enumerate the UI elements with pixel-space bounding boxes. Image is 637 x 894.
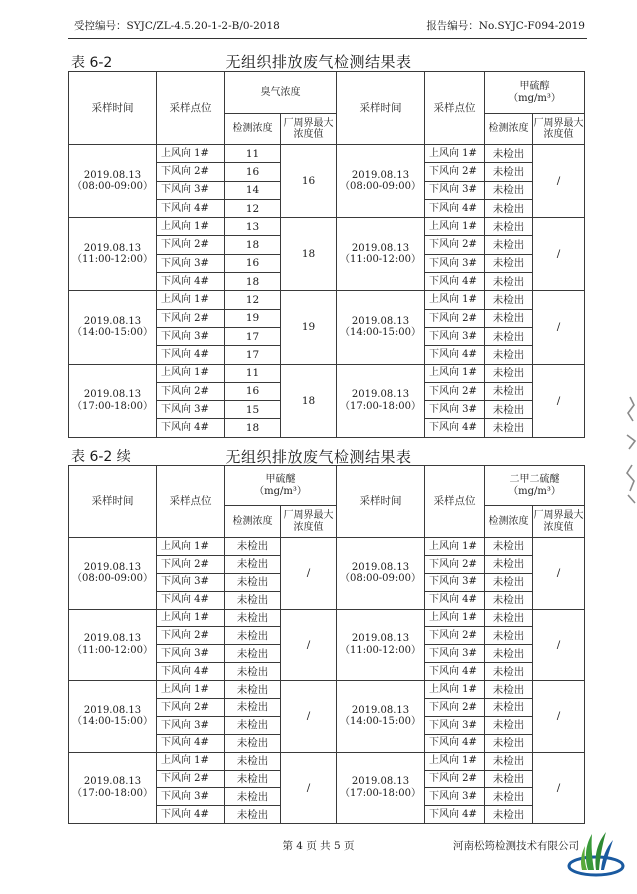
sampling-time-cell: [69, 681, 157, 753]
sampling-point: 下风向 2#: [157, 163, 225, 181]
right-concentration-value: 未检出: [485, 806, 533, 824]
sampling-time-cell: [337, 752, 425, 824]
right-parameter-header: [485, 466, 585, 506]
right-concentration-value: 未检出: [485, 163, 533, 181]
sampling-point: 上风向 1#: [157, 145, 225, 163]
sampling-period: （14:00-15:00）: [71, 327, 153, 339]
left-concentration-value: 18: [225, 236, 281, 254]
sampling-point: 下风向 3#: [157, 573, 225, 591]
sampling-point: 下风向 2#: [157, 309, 225, 327]
left-concentration-value: 未检出: [225, 806, 281, 824]
table-row: [69, 364, 585, 382]
sampling-point: 上风向 1#: [425, 145, 485, 163]
sampling-time-cell: [69, 609, 157, 681]
sampling-point: 下风向 4#: [157, 419, 225, 437]
sampling-point: 下风向 3#: [157, 788, 225, 806]
right-concentration-value: 未检出: [485, 752, 533, 770]
left-concentration-value: 未检出: [225, 699, 281, 717]
left-concentration-value: 未检出: [225, 716, 281, 734]
left-boundary-max-value: /: [281, 681, 337, 753]
binding-mark-icon: [624, 395, 637, 505]
left-concentration-value: 未检出: [225, 770, 281, 788]
report-number: 报告编号：No.SYJC-F094-2019: [426, 20, 585, 32]
table-row: [69, 752, 585, 770]
sampling-point: 下风向 3#: [425, 401, 485, 419]
right-boundary-max-value: /: [533, 218, 585, 291]
left-concentration-value: 未检出: [225, 645, 281, 663]
left-concentration-value: 未检出: [225, 734, 281, 752]
sampling-time-cell: [69, 218, 157, 291]
right-concentration-value: 未检出: [485, 645, 533, 663]
sampling-point: 下风向 3#: [425, 573, 485, 591]
left-boundary-max-value: /: [281, 609, 337, 681]
sampling-point: 下风向 4#: [157, 273, 225, 291]
result-table-1: [68, 71, 585, 438]
sampling-point: 下风向 4#: [157, 806, 225, 824]
sampling-period: （08:00-09:00）: [339, 181, 421, 193]
right-concentration-value: 未检出: [485, 555, 533, 573]
right-concentration-value: 未检出: [485, 346, 533, 364]
header-divider: [68, 38, 587, 39]
right-concentration-value: 未检出: [485, 236, 533, 254]
left-concentration-value: 17: [225, 327, 281, 345]
left-concentration-value: 18: [225, 419, 281, 437]
right-concentration-value: 未检出: [485, 770, 533, 788]
sampling-period: （14:00-15:00）: [339, 327, 421, 339]
sampling-date: 2019.08.13: [351, 169, 410, 181]
sampling-point: 下风向 3#: [157, 716, 225, 734]
sampling-point: 下风向 3#: [157, 327, 225, 345]
sampling-point: 下风向 2#: [425, 163, 485, 181]
left-boundary-max-value: /: [281, 538, 337, 610]
table-row: [69, 681, 585, 699]
sampling-point: 上风向 1#: [157, 752, 225, 770]
sampling-point: 下风向 2#: [425, 236, 485, 254]
right-concentration-value: 未检出: [485, 218, 533, 236]
right-concentration-value: 未检出: [485, 573, 533, 591]
sampling-time-cell: [69, 364, 157, 437]
right-parameter-header: [485, 72, 585, 114]
sampling-date: 2019.08.13: [351, 315, 410, 327]
left-concentration-value: 17: [225, 346, 281, 364]
left-concentration-value: 15: [225, 401, 281, 419]
sampling-point: 下风向 2#: [157, 699, 225, 717]
sampling-point: 下风向 3#: [425, 788, 485, 806]
table-row: [69, 291, 585, 309]
sampling-point: 下风向 4#: [157, 734, 225, 752]
sampling-time-cell: [337, 145, 425, 218]
column-header-time: 采样时间: [337, 72, 425, 145]
right-concentration-value: 未检出: [485, 699, 533, 717]
company-logo-icon: [566, 826, 626, 882]
sampling-point: 下风向 4#: [157, 663, 225, 681]
sampling-point: 下风向 3#: [157, 645, 225, 663]
left-parameter-name: 甲硫醚: [265, 474, 296, 485]
sampling-point: 上风向 1#: [425, 609, 485, 627]
sub-header-concentration: 检测浓度: [485, 506, 533, 538]
sampling-point: 下风向 2#: [157, 382, 225, 400]
sampling-point: 下风向 2#: [425, 627, 485, 645]
sampling-point: 上风向 1#: [157, 609, 225, 627]
right-concentration-value: 未检出: [485, 145, 533, 163]
sampling-point: 下风向 2#: [157, 236, 225, 254]
company-name: 河南松筠检测技术有限公司: [453, 840, 579, 852]
right-concentration-value: 未检出: [485, 382, 533, 400]
sub-header-concentration: 检测浓度: [485, 114, 533, 145]
sampling-time-cell: [69, 291, 157, 364]
sampling-date: 2019.08.13: [351, 704, 410, 716]
sampling-time-cell: [337, 538, 425, 610]
sub-header-boundary-max: 厂周界最大浓度值: [533, 114, 585, 145]
sampling-period: （17:00-18:00）: [339, 787, 421, 799]
sampling-point: 下风向 2#: [425, 699, 485, 717]
sampling-point: 上风向 1#: [157, 681, 225, 699]
right-concentration-value: 未检出: [485, 199, 533, 217]
left-boundary-max-value: /: [281, 752, 337, 824]
sampling-period: （11:00-12:00）: [71, 644, 153, 656]
sampling-time-cell: [337, 609, 425, 681]
right-concentration-value: 未检出: [485, 788, 533, 806]
sampling-point: 下风向 2#: [157, 770, 225, 788]
sampling-date: 2019.08.13: [83, 776, 142, 788]
sampling-point: 下风向 4#: [157, 591, 225, 609]
left-boundary-max-value: 16: [281, 145, 337, 218]
right-concentration-value: 未检出: [485, 538, 533, 556]
right-parameter-unit: （mg/m³）: [508, 485, 561, 497]
sampling-point: 下风向 2#: [425, 382, 485, 400]
left-concentration-value: 12: [225, 291, 281, 309]
column-header-time: 采样时间: [337, 466, 425, 538]
table-row: [69, 609, 585, 627]
right-concentration-value: 未检出: [485, 663, 533, 681]
sampling-point: 上风向 1#: [425, 752, 485, 770]
right-concentration-value: 未检出: [485, 609, 533, 627]
left-concentration-value: 13: [225, 218, 281, 236]
right-concentration-value: 未检出: [485, 591, 533, 609]
right-concentration-value: 未检出: [485, 273, 533, 291]
right-boundary-max-value: /: [533, 364, 585, 437]
right-boundary-max-value: /: [533, 291, 585, 364]
column-header-point: 采样点位: [157, 466, 225, 538]
right-boundary-max-value: /: [533, 538, 585, 610]
sampling-time-cell: [69, 538, 157, 610]
sampling-period: （08:00-09:00）: [71, 181, 153, 193]
right-boundary-max-value: /: [533, 752, 585, 824]
right-parameter-name: 甲硫醇: [519, 81, 550, 92]
sampling-date: 2019.08.13: [83, 315, 142, 327]
right-parameter-unit: （mg/m³）: [508, 92, 561, 104]
sampling-date: 2019.08.13: [83, 242, 142, 254]
sampling-point: 下风向 3#: [157, 254, 225, 272]
table1-label: 表 6-2: [71, 55, 113, 71]
sampling-date: 2019.08.13: [83, 704, 142, 716]
sub-header-boundary-max: 厂周界最大浓度值: [281, 114, 337, 145]
left-concentration-value: 未检出: [225, 609, 281, 627]
sampling-point: 下风向 3#: [157, 401, 225, 419]
sampling-point: 下风向 4#: [157, 199, 225, 217]
sampling-point: 上风向 1#: [157, 538, 225, 556]
sampling-date: 2019.08.13: [83, 169, 142, 181]
sampling-point: 上风向 1#: [425, 364, 485, 382]
right-concentration-value: 未检出: [485, 401, 533, 419]
sampling-period: （17:00-18:00）: [71, 400, 153, 412]
column-header-point: 采样点位: [425, 72, 485, 145]
sampling-time-cell: [337, 681, 425, 753]
left-concentration-value: 未检出: [225, 627, 281, 645]
left-concentration-value: 11: [225, 145, 281, 163]
right-concentration-value: 未检出: [485, 419, 533, 437]
sampling-point: 上风向 1#: [425, 291, 485, 309]
sampling-point: 下风向 3#: [425, 645, 485, 663]
table-row: [69, 538, 585, 556]
sampling-point: 下风向 4#: [425, 273, 485, 291]
sampling-point: 下风向 3#: [425, 181, 485, 199]
left-concentration-value: 未检出: [225, 555, 281, 573]
sampling-time-cell: [337, 291, 425, 364]
left-concentration-value: 16: [225, 254, 281, 272]
sampling-date: 2019.08.13: [83, 561, 142, 573]
left-boundary-max-value: 18: [281, 364, 337, 437]
sampling-point: 下风向 4#: [425, 663, 485, 681]
sampling-period: （14:00-15:00）: [71, 716, 153, 728]
sampling-period: （08:00-09:00）: [71, 573, 153, 585]
sampling-point: 下风向 2#: [425, 309, 485, 327]
table2-title: 无组织排放废气检测结果表: [225, 448, 412, 466]
sampling-point: 上风向 1#: [157, 218, 225, 236]
sampling-date: 2019.08.13: [351, 389, 410, 401]
sampling-time-cell: [337, 364, 425, 437]
left-concentration-value: 16: [225, 163, 281, 181]
sampling-point: 下风向 4#: [157, 346, 225, 364]
table-row: [69, 145, 585, 163]
left-concentration-value: 19: [225, 309, 281, 327]
right-concentration-value: 未检出: [485, 309, 533, 327]
left-concentration-value: 未检出: [225, 752, 281, 770]
table1-title: 无组织排放废气检测结果表: [225, 53, 412, 71]
right-boundary-max-value: /: [533, 609, 585, 681]
sampling-point: 下风向 2#: [425, 555, 485, 573]
right-boundary-max-value: /: [533, 681, 585, 753]
sampling-point: 下风向 4#: [425, 734, 485, 752]
sampling-point: 上风向 1#: [157, 364, 225, 382]
sampling-period: （11:00-12:00）: [339, 254, 421, 266]
left-concentration-value: 未检出: [225, 663, 281, 681]
sampling-time-cell: [69, 145, 157, 218]
sampling-date: 2019.08.13: [83, 389, 142, 401]
sampling-date: 2019.08.13: [351, 776, 410, 788]
sampling-point: 下风向 4#: [425, 591, 485, 609]
sampling-point: 上风向 1#: [425, 681, 485, 699]
right-parameter-name: 二甲二硫醚: [509, 474, 560, 485]
sub-header-boundary-max: 厂周界最大浓度值: [281, 506, 337, 538]
left-parameter-name: 臭气浓度: [260, 86, 301, 98]
column-header-time: 采样时间: [69, 466, 157, 538]
sampling-date: 2019.08.13: [351, 242, 410, 254]
left-concentration-value: 未检出: [225, 591, 281, 609]
sampling-point: 上风向 1#: [425, 218, 485, 236]
sampling-point: 下风向 3#: [425, 716, 485, 734]
sampling-time-cell: [337, 218, 425, 291]
sampling-period: （17:00-18:00）: [339, 400, 421, 412]
left-concentration-value: 18: [225, 273, 281, 291]
sampling-point: 下风向 4#: [425, 806, 485, 824]
sampling-point: 下风向 3#: [425, 254, 485, 272]
sampling-period: （17:00-18:00）: [71, 787, 153, 799]
left-concentration-value: 未检出: [225, 788, 281, 806]
table2-label: 表 6-2 续: [71, 449, 131, 465]
left-concentration-value: 11: [225, 364, 281, 382]
right-concentration-value: 未检出: [485, 681, 533, 699]
right-boundary-max-value: /: [533, 145, 585, 218]
sampling-date: 2019.08.13: [351, 633, 410, 645]
left-parameter-header: [225, 466, 337, 506]
left-boundary-max-value: 18: [281, 218, 337, 291]
page-number: 第 4 页 共 5 页: [282, 840, 355, 852]
result-table-2: [68, 465, 585, 824]
sampling-period: （11:00-12:00）: [339, 644, 421, 656]
left-parameter-unit: （mg/m³）: [254, 485, 307, 497]
column-header-time: 采样时间: [69, 72, 157, 145]
left-boundary-max-value: 19: [281, 291, 337, 364]
sampling-period: （11:00-12:00）: [71, 254, 153, 266]
column-header-point: 采样点位: [157, 72, 225, 145]
sampling-point: 上风向 1#: [157, 291, 225, 309]
left-concentration-value: 未检出: [225, 538, 281, 556]
sampling-point: 下风向 3#: [157, 181, 225, 199]
column-header-point: 采样点位: [425, 466, 485, 538]
left-concentration-value: 未检出: [225, 681, 281, 699]
sampling-point: 下风向 2#: [157, 555, 225, 573]
right-concentration-value: 未检出: [485, 734, 533, 752]
sampling-period: （14:00-15:00）: [339, 716, 421, 728]
sampling-point: 下风向 2#: [425, 770, 485, 788]
sub-header-boundary-max: 厂周界最大浓度值: [533, 506, 585, 538]
left-concentration-value: 未检出: [225, 573, 281, 591]
sampling-point: 下风向 4#: [425, 419, 485, 437]
left-concentration-value: 14: [225, 181, 281, 199]
right-concentration-value: 未检出: [485, 181, 533, 199]
sampling-point: 上风向 1#: [425, 538, 485, 556]
right-concentration-value: 未检出: [485, 254, 533, 272]
sampling-point: 下风向 3#: [425, 327, 485, 345]
sampling-time-cell: [69, 752, 157, 824]
sampling-date: 2019.08.13: [351, 561, 410, 573]
right-concentration-value: 未检出: [485, 327, 533, 345]
left-concentration-value: 16: [225, 382, 281, 400]
right-concentration-value: 未检出: [485, 627, 533, 645]
sampling-point: 下风向 4#: [425, 346, 485, 364]
control-number: 受控编号：SYJC/ZL-4.5.20-1-2-B/0-2018: [74, 20, 280, 32]
left-parameter-header: [225, 72, 337, 114]
sampling-date: 2019.08.13: [83, 633, 142, 645]
sampling-point: 下风向 2#: [157, 627, 225, 645]
table-row: [69, 218, 585, 236]
left-concentration-value: 12: [225, 199, 281, 217]
right-concentration-value: 未检出: [485, 716, 533, 734]
sampling-point: 下风向 4#: [425, 199, 485, 217]
sub-header-concentration: 检测浓度: [225, 506, 281, 538]
right-concentration-value: 未检出: [485, 291, 533, 309]
right-concentration-value: 未检出: [485, 364, 533, 382]
sub-header-concentration: 检测浓度: [225, 114, 281, 145]
sampling-period: （08:00-09:00）: [339, 573, 421, 585]
